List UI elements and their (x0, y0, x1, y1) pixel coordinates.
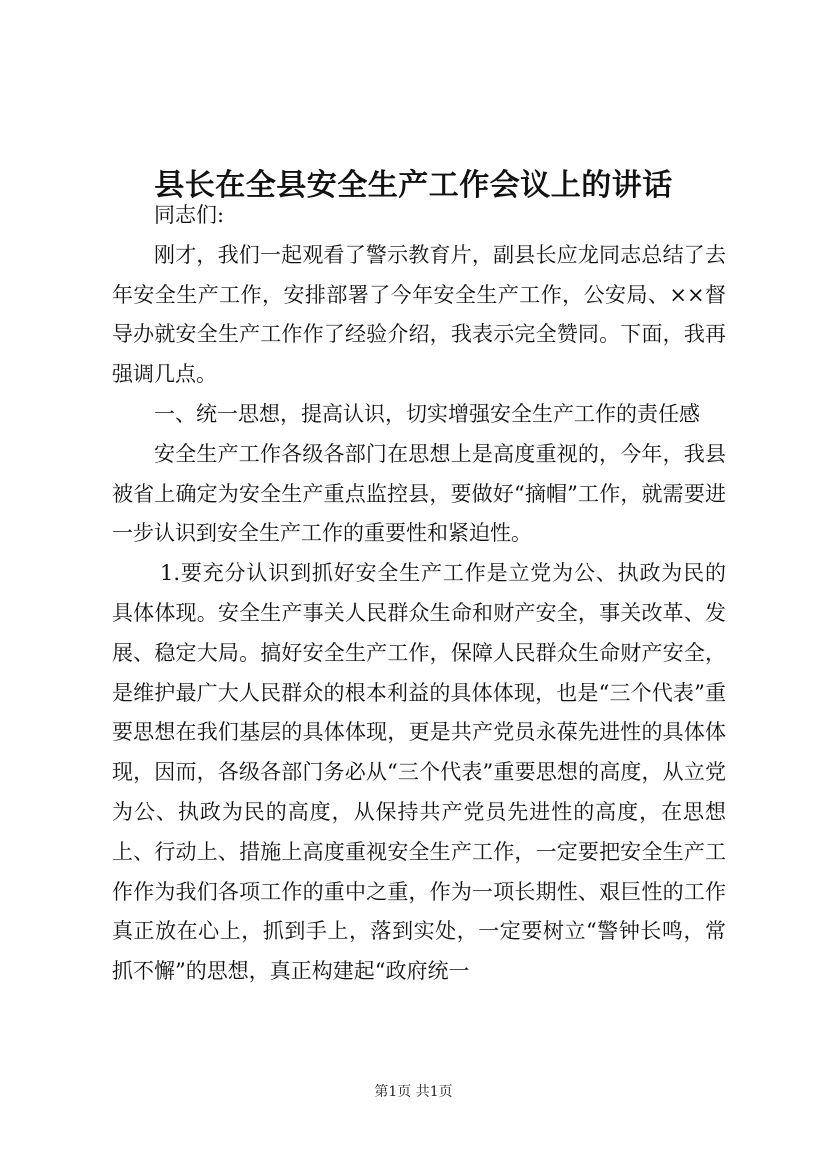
document-body (112, 196, 726, 992)
paragraph-intro: 刚才，我们一起观看了警示教育片，副县长应龙同志总结了去年安全生产工作，安排部署了今年安全生产工作，公安局、××督导办就安全生产工作作了经验介绍，我表示完全赞同。下面，我再强调几点。 (112, 242, 726, 387)
document-title: 县长在全县安全生产工作会议上的讲话 (154, 168, 673, 204)
paragraph-point-1: 1.要充分认识到抓好安全生产工作是立党为公、执政为民的具体体现。安全生产事关人民群众生命和财产安全，事关改革、发展、稳定大局。搞好安全生产工作，保障人民群众生命财产安全，是维护最广大人民群众的根本利益的具体体现，也是“三个代表”重要思想在我们基层的具体体现，更是共产党员永葆先进性的具体体现，因而，各级各部门务必从“三个代表”重要思想的高度，从立党为公、执政为民的高度，从保持共产党员先进性的高度，在思想上、行动上、措施上高度重视安全生产工作，一定要把安全生产工作作为我们各项工作的重中之重，作为一项长期性、艰巨性的工作真正放在心上，抓到手上，落到实处，一定要树立“警钟长鸣，常抓不懈”的思想，真正构建起“政府统一 (112, 561, 726, 984)
salutation: 同志们: (154, 203, 225, 227)
page-number-footer: 第1页 共1页 (374, 1084, 453, 1100)
paragraph-section-1-intro: 安全生产工作各级各部门在思想上是高度重视的，今年，我县被省上确定为安全生产重点监控县，要做好“摘帽”工作，就需要进一步认识到安全生产工作的重要性和紧迫性。 (112, 441, 726, 546)
section-heading-1: 一、统一思想，提高认识，切实增强安全生产工作的责任感 (154, 401, 700, 426)
